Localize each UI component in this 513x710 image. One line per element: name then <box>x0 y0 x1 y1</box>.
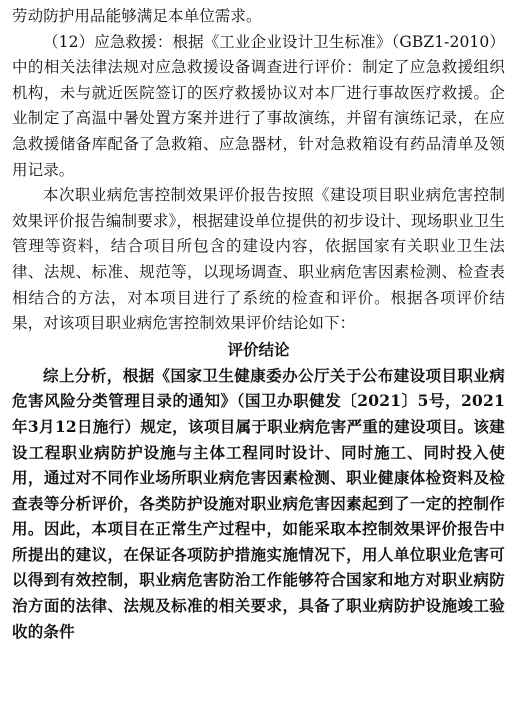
continuation-text: 劳动防护用品能够满足本单位需求。 <box>12 7 262 25</box>
emergency-rescue-paragraph: （12）应急救援：根据《工业企业设计卫生标准》（GBZ1-2010）中的相关法律法规对应急救援设备调查进行评价：制定了应急救援组织机构，未与就近医院签订的医疗救援协议对本厂进行事故医疗救援。企业制定了高温中暑处置方案并进行了事故演练，并留有演练记录，在应急救援储备库配备了急救箱、应急器材，针对急救箱设有药品清单及领用记录。 <box>12 32 505 179</box>
conclusion-heading: 评价结论 <box>227 339 290 359</box>
report-basis-paragraph: 本次职业病危害控制效果评价报告按照《建设项目职业病危害控制效果评价报告编制要求》，根据建设单位提供的初步设计、现场职业卫生管理等资料，结合项目所包含的建设内容，依据国家有关职业卫生法律、法规、标准、规范等，以现场调查、职业病危害因素检测、检查表相结合的方法，对本项目进行了系统的检查和评价。根据各项评价结果，对该项目职业病危害控制效果评价结论如下： <box>12 186 505 333</box>
conclusion-paragraph: 综上分析，根据《国家卫生健康委办公厅关于公布建设项目职业病危害风险分类管理目录的通知》（国卫办职健发〔2021〕5号，2021年3月12日施行）规定，该项目属于职业病危害严重的建设项目。该建设工程职业病防护设施与主体工程同时设计、同时施工、同时投入使用，通过对不同作业场所职业病危害因素检测、职业健康体检资料及检查表等分析评价，各类防护设施对职业病危害因素起到了一定的控制作用。因此，本项目在正常生产过程中，如能采取本控制效果评价报告中所提出的建议，在保证各项防护措施实施情况下，用人单位职业危害可以得到有效控制，职业病危害防治工作能够符合国家和地方对职业病防治方面的法律、法规及标准的相关要求，具备了职业病防护设施竣工验收的条件 <box>12 365 505 641</box>
